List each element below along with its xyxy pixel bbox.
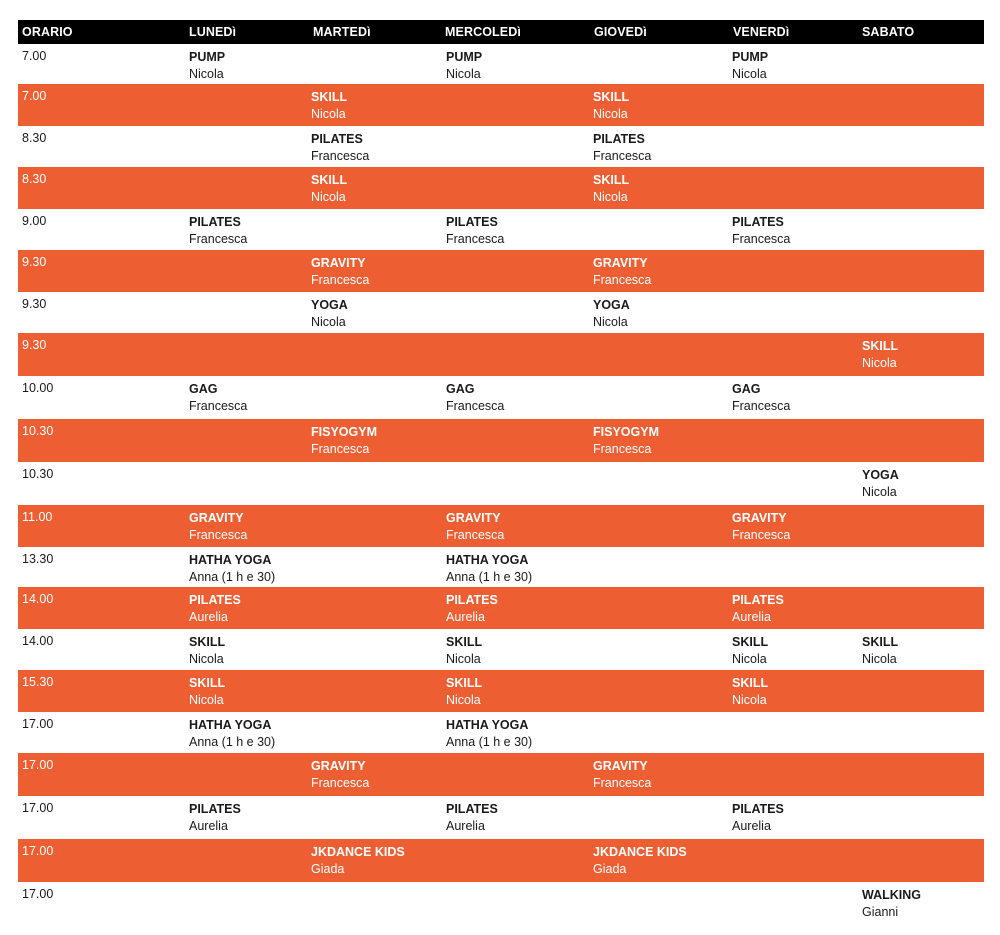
table-row [18, 839, 984, 882]
table-row [18, 333, 984, 376]
class-name: HATHA YOGA [189, 718, 272, 732]
class-name: PILATES [311, 132, 363, 146]
time-cell: 10.00 [22, 381, 54, 395]
class-name: PILATES [189, 802, 241, 816]
instructor-name: Giada [593, 862, 627, 876]
instructor-name: Francesca [732, 528, 791, 542]
class-name: GRAVITY [593, 256, 648, 270]
class-name: SKILL [593, 90, 630, 104]
instructor-name: Francesca [593, 273, 652, 287]
class-name: SKILL [732, 635, 769, 649]
class-cell-gio [593, 758, 651, 792]
table-header [18, 20, 984, 44]
class-name: PILATES [446, 802, 498, 816]
instructor-name: Nicola [446, 652, 481, 666]
class-cell-lun [189, 552, 275, 586]
class-name: PILATES [593, 132, 645, 146]
time-cell: 9.00 [22, 214, 47, 228]
class-name: SKILL [189, 676, 226, 690]
class-name: PILATES [189, 215, 241, 229]
instructor-name: Francesca [311, 149, 370, 163]
instructor-name: Nicola [732, 693, 767, 707]
header-martedi: MARTEDì [313, 25, 371, 39]
time-cell: 17.00 [22, 801, 54, 815]
class-name: PILATES [732, 215, 784, 229]
instructor-name: Francesca [446, 399, 505, 413]
class-cell-gio [593, 255, 651, 289]
class-cell-mar [311, 758, 369, 792]
time-cell: 10.30 [22, 467, 54, 481]
class-name: JKDANCE KIDS [311, 845, 405, 859]
table-row [18, 462, 984, 505]
header-lunedi: LUNEDì [189, 25, 237, 39]
instructor-name: Nicola [311, 107, 346, 121]
table-row [18, 670, 984, 712]
header-giovedi: GIOVEDì [594, 25, 647, 39]
class-cell-ven [732, 510, 790, 544]
class-cell-lun [189, 510, 247, 544]
table-row [18, 209, 984, 250]
instructor-name: Nicola [446, 693, 481, 707]
header-mercoledi: MERCOLEDì [445, 25, 521, 39]
class-name: GRAVITY [311, 759, 366, 773]
time-cell: 17.00 [22, 758, 54, 772]
class-cell-mer [446, 381, 504, 415]
class-name: SKILL [311, 173, 348, 187]
class-name: SKILL [862, 339, 899, 353]
class-cell-lun [189, 592, 241, 626]
class-cell-ven [732, 675, 768, 709]
instructor-name: Nicola [862, 652, 897, 666]
class-name: GRAVITY [189, 511, 244, 525]
time-cell: 13.30 [22, 552, 54, 566]
time-cell: 17.00 [22, 887, 54, 901]
instructor-name: Francesca [593, 149, 652, 163]
class-cell-lun [189, 634, 225, 668]
class-name: SKILL [446, 635, 483, 649]
class-cell-mer [446, 634, 482, 668]
class-cell-mer [446, 510, 504, 544]
instructor-name: Anna (1 h e 30) [189, 735, 276, 749]
time-cell: 11.00 [22, 510, 53, 524]
class-cell-lun [189, 214, 247, 248]
header-orario: ORARIO [22, 25, 73, 39]
time-cell: 7.00 [22, 89, 47, 103]
table-row [18, 796, 984, 839]
instructor-name: Francesca [311, 776, 370, 790]
class-cell-gio [593, 89, 629, 123]
class-name: GRAVITY [311, 256, 366, 270]
instructor-name: Francesca [732, 399, 791, 413]
time-cell: 8.30 [22, 131, 47, 145]
class-cell-gio [593, 172, 629, 206]
header-venerdi: VENERDì [733, 25, 790, 39]
instructor-name: Nicola [862, 485, 897, 499]
instructor-name: Anna (1 h e 30) [446, 570, 533, 584]
class-name: GRAVITY [446, 511, 501, 525]
class-cell-ven [732, 214, 790, 248]
instructor-name: Francesca [446, 232, 505, 246]
table-row [18, 376, 984, 419]
class-cell-lun [189, 381, 247, 415]
instructor-name: Aurelia [732, 610, 771, 624]
class-cell-mer [446, 675, 482, 709]
class-cell-mer [446, 801, 498, 835]
instructor-name: Aurelia [446, 610, 485, 624]
table-row [18, 167, 984, 209]
instructor-name: Aurelia [189, 610, 228, 624]
class-name: PILATES [732, 802, 784, 816]
time-cell: 9.30 [22, 297, 47, 311]
class-name: HATHA YOGA [446, 718, 529, 732]
class-name: YOGA [862, 468, 899, 482]
class-cell-ven [732, 592, 784, 626]
table-row [18, 126, 984, 167]
time-cell: 15.30 [22, 675, 54, 689]
class-name: PUMP [446, 50, 483, 64]
table-row [18, 882, 984, 925]
class-cell-gio [593, 297, 630, 331]
class-name: SKILL [189, 635, 226, 649]
table-row [18, 292, 984, 333]
class-cell-mar [311, 131, 369, 165]
class-name: GRAVITY [593, 759, 648, 773]
class-cell-gio [593, 424, 659, 458]
instructor-name: Nicola [593, 190, 628, 204]
instructor-name: Nicola [189, 67, 224, 81]
class-cell-lun [189, 801, 241, 835]
table-row [18, 712, 984, 753]
instructor-name: Nicola [862, 356, 897, 370]
instructor-name: Nicola [311, 315, 346, 329]
class-cell-sab [862, 887, 921, 921]
class-name: SKILL [593, 173, 630, 187]
time-cell: 17.00 [22, 717, 54, 731]
class-name: FISYOGYM [593, 425, 659, 439]
class-name: PILATES [189, 593, 241, 607]
class-cell-sab [862, 467, 899, 501]
class-name: FISYOGYM [311, 425, 377, 439]
class-cell-mar [311, 297, 348, 331]
class-cell-ven [732, 49, 768, 83]
class-cell-lun [189, 717, 275, 751]
class-cell-mar [311, 255, 369, 289]
class-cell-ven [732, 801, 784, 835]
schedule-table [18, 20, 984, 925]
class-cell-lun [189, 49, 225, 83]
table-row [18, 84, 984, 126]
table-row [18, 250, 984, 292]
time-cell: 7.00 [22, 49, 47, 63]
class-name: WALKING [862, 888, 922, 902]
instructor-name: Anna (1 h e 30) [446, 735, 533, 749]
instructor-name: Francesca [593, 776, 652, 790]
time-cell: 9.30 [22, 338, 47, 352]
time-cell: 9.30 [22, 255, 47, 269]
class-cell-gio [593, 844, 687, 878]
time-cell: 17.00 [22, 844, 54, 858]
instructor-name: Nicola [732, 652, 767, 666]
class-name: YOGA [593, 298, 630, 312]
time-cell: 8.30 [22, 172, 47, 186]
instructor-name: Aurelia [446, 819, 485, 833]
class-name: GAG [446, 382, 475, 396]
table-body [18, 44, 984, 925]
instructor-name: Nicola [446, 67, 481, 81]
class-cell-gio [593, 131, 651, 165]
instructor-name: Francesca [732, 232, 791, 246]
class-name: GAG [189, 382, 218, 396]
class-cell-mer [446, 214, 504, 248]
class-cell-sab [862, 338, 898, 372]
class-cell-mer [446, 592, 498, 626]
time-cell: 10.30 [22, 424, 54, 438]
instructor-name: Giada [311, 862, 345, 876]
class-cell-mer [446, 552, 532, 586]
instructor-name: Aurelia [189, 819, 228, 833]
class-cell-mer [446, 717, 532, 751]
class-name: PUMP [732, 50, 769, 64]
table-row [18, 419, 984, 462]
class-cell-sab [862, 634, 898, 668]
table-row [18, 44, 984, 84]
instructor-name: Francesca [189, 232, 248, 246]
table-row [18, 629, 984, 670]
class-name: PILATES [446, 593, 498, 607]
class-name: JKDANCE KIDS [593, 845, 687, 859]
table-row [18, 753, 984, 796]
class-cell-ven [732, 634, 768, 668]
instructor-name: Francesca [311, 273, 370, 287]
instructor-name: Nicola [311, 190, 346, 204]
instructor-name: Nicola [593, 107, 628, 121]
class-cell-mer [446, 49, 482, 83]
class-name: PUMP [189, 50, 226, 64]
class-name: SKILL [862, 635, 899, 649]
class-name: YOGA [311, 298, 348, 312]
instructor-name: Nicola [593, 315, 628, 329]
class-cell-lun [189, 675, 225, 709]
table-row [18, 505, 984, 547]
header-sabato: SABATO [862, 25, 915, 39]
class-cell-mar [311, 172, 347, 206]
table-row [18, 547, 984, 587]
class-name: SKILL [732, 676, 769, 690]
instructor-name: Francesca [593, 442, 652, 456]
class-name: PILATES [446, 215, 498, 229]
instructor-name: Gianni [862, 905, 899, 919]
time-cell: 14.00 [22, 634, 54, 648]
class-name: SKILL [446, 676, 483, 690]
class-cell-ven [732, 381, 790, 415]
table-row [18, 587, 984, 629]
class-cell-mar [311, 844, 405, 878]
instructor-name: Aurelia [732, 819, 771, 833]
instructor-name: Nicola [189, 652, 224, 666]
class-name: SKILL [311, 90, 348, 104]
class-name: HATHA YOGA [189, 553, 272, 567]
class-cell-mar [311, 89, 347, 123]
class-cell-mar [311, 424, 377, 458]
instructor-name: Francesca [446, 528, 505, 542]
class-name: PILATES [732, 593, 784, 607]
class-name: GAG [732, 382, 761, 396]
instructor-name: Francesca [189, 399, 248, 413]
instructor-name: Nicola [732, 67, 767, 81]
instructor-name: Nicola [189, 693, 224, 707]
time-cell: 14.00 [22, 592, 54, 606]
instructor-name: Francesca [189, 528, 248, 542]
instructor-name: Anna (1 h e 30) [189, 570, 276, 584]
class-name: GRAVITY [732, 511, 787, 525]
class-name: HATHA YOGA [446, 553, 529, 567]
instructor-name: Francesca [311, 442, 370, 456]
